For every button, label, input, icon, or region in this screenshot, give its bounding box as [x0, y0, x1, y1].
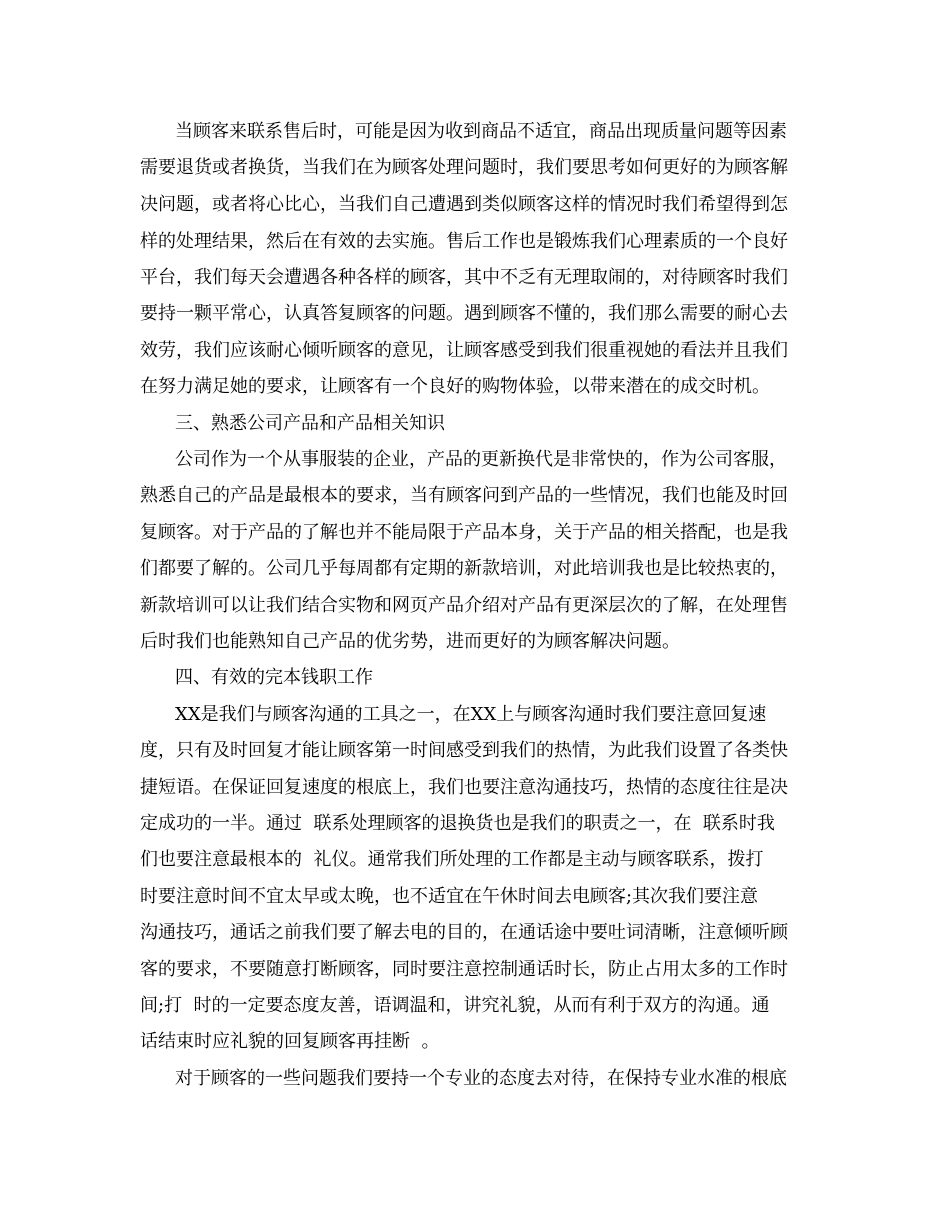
- text-line: 复顾客。对于产品的了解也并不能局限于产品本身，关于产品的相关搭配，也是我: [140, 522, 788, 543]
- text-line: 们也要注意最根本的 礼仪。通常我们所处理的工作都是主动与顾客联系，拨打: [140, 849, 764, 870]
- text-line: 决问题，或者将心比心，当我们自己遭遇到类似顾客这样的情况时我们希望得到怎: [140, 194, 788, 215]
- text-line: 需要退货或者换货，当我们在为顾客处理问题时，我们要思考如何更好的为顾客解: [140, 157, 788, 178]
- text-line: 后时我们也能熟知自己产品的优劣势，进而更好的为顾客解决问题。: [140, 631, 680, 652]
- text-line: 效劳，我们应该耐心倾听顾客的意见，让顾客感受到我们很重视她的看法并且我们: [140, 340, 788, 361]
- text-line: 客的要求，不要随意打断顾客，同时要注意控制通话时长，防止占用太多的工作时: [140, 959, 788, 980]
- text-line: 公司作为一个从事服装的企业，产品的更新换代是非常快的，作为公司客服，: [175, 449, 787, 470]
- text-line: 对于顾客的一些问题我们要持一个专业的态度去对待，在保持专业水准的根底: [175, 1068, 787, 1089]
- text-line: 当顾客来联系售后时，可能是因为收到商品不适宜，商品出现质量问题等因素: [175, 121, 787, 142]
- text-line: 们都要了解的。公司几乎每周都有定期的新款培训，对此培训我也是比较热衷的，: [140, 558, 788, 579]
- text-line: 新款培训可以让我们结合实物和网页产品介绍对产品有更深层次的了解，在处理售: [140, 595, 788, 616]
- text-line: 间;打 时的一定要态度友善，语调温和，讲究礼貌，从而有利于双方的沟通。通: [140, 995, 770, 1016]
- text-line: 平台，我们每天会遭遇各种各样的顾客，其中不乏有无理取闹的，对待顾客时我们: [140, 267, 788, 288]
- section-heading: 四、有效的完本钱职工作: [175, 667, 373, 688]
- text-line: 在努力满足她的要求，让顾客有一个良好的购物体验，以带来潜在的成交时机。: [140, 376, 770, 397]
- text-line: 熟悉自己的产品是最根本的要求，当有顾客问到产品的一些情况，我们也能及时回: [140, 485, 788, 506]
- text-line: 定成功的一半。通过 联系处理顾客的退换货也是我们的职责之一，在 联系时我: [140, 813, 775, 834]
- text-line: 时要注意时间不宜太早或太晚，也不适宜在午休时间去电顾客;其次我们要注意: [140, 886, 759, 907]
- text-line: 要持一颗平常心，认真答复顾客的问题。遇到顾客不懂的，我们那么需要的耐心去: [140, 303, 788, 324]
- text-line: 度，只有及时回复才能让顾客第一时间感受到我们的热情，为此我们设置了各类快: [140, 740, 788, 761]
- text-line: 话结束时应礼貌的回复顾客再挂断 。: [140, 1031, 440, 1052]
- text-line: XX是我们与顾客沟通的工具之一，在XX上与顾客沟通时我们要注意回复速: [175, 704, 767, 725]
- text-line: 捷短语。在保证回复速度的根底上，我们也要注意沟通技巧，热情的态度往往是决: [140, 777, 788, 798]
- text-line: 沟通技巧，通话之前我们要了解去电的目的，在通话途中要吐词清晰，注意倾听顾: [140, 922, 788, 943]
- section-heading: 三、熟悉公司产品和产品相关知识: [175, 413, 445, 434]
- text-line: 样的处理结果，然后在有效的去实施。售后工作也是锻炼我们心理素质的一个良好: [140, 231, 788, 252]
